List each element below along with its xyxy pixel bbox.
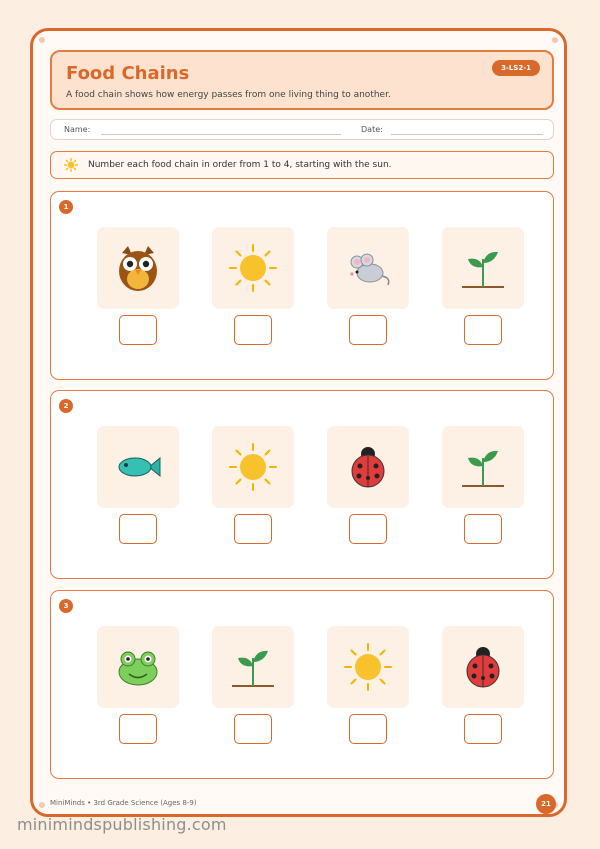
answer-box[interactable] (119, 714, 157, 744)
ladybug-icon (343, 442, 393, 492)
answer-box[interactable] (349, 315, 387, 345)
tile-plant (442, 227, 524, 309)
answer-box[interactable] (234, 714, 272, 744)
instruction-text: Number each food chain in order from 1 to 4, starting with the sun. (88, 160, 392, 170)
page-number-badge: 21 (536, 794, 556, 814)
fish-icon (113, 442, 163, 492)
tile-sun (327, 626, 409, 708)
sun-icon (343, 642, 393, 692)
tile-plant (212, 626, 294, 708)
food-chain-1 (50, 191, 554, 380)
sun-icon (228, 442, 278, 492)
food-chain-2 (50, 390, 554, 579)
answer-box[interactable] (464, 714, 502, 744)
frog-icon (113, 642, 163, 692)
watermark: minimindspublishing.com (17, 815, 227, 834)
ladybug-icon (458, 642, 508, 692)
name-date-row (50, 119, 554, 140)
plant-icon (228, 642, 278, 692)
answer-box[interactable] (234, 315, 272, 345)
name-label: Name: (64, 125, 91, 134)
answer-box[interactable] (349, 514, 387, 544)
footer-text: MiniMinds • 3rd Grade Science (Ages 8-9) (50, 799, 197, 807)
corner-dot (552, 37, 558, 43)
owl-icon (113, 243, 163, 293)
tile-plant (442, 426, 524, 508)
sun-icon (64, 158, 78, 172)
corner-dot (39, 802, 45, 808)
answer-box[interactable] (464, 315, 502, 345)
plant-icon (458, 243, 508, 293)
date-label: Date: (361, 125, 383, 134)
tile-ladybug (442, 626, 524, 708)
page-subtitle: A food chain shows how energy passes from one living thing to another. (66, 90, 391, 100)
answer-box[interactable] (119, 514, 157, 544)
standard-code-badge: 3-LS2-1 (492, 60, 540, 76)
mouse-icon (343, 243, 393, 293)
answer-box[interactable] (119, 315, 157, 345)
page-title: Food Chains (66, 63, 190, 84)
instruction-box (50, 151, 554, 179)
chain-number: 1 (59, 200, 73, 214)
answer-box[interactable] (464, 514, 502, 544)
plant-icon (458, 442, 508, 492)
chain-number: 3 (59, 599, 73, 613)
worksheet-page (30, 28, 567, 817)
tile-sun (212, 426, 294, 508)
food-chain-3 (50, 590, 554, 779)
tile-mouse (327, 227, 409, 309)
tile-sun (212, 227, 294, 309)
answer-box[interactable] (349, 714, 387, 744)
tile-ladybug (327, 426, 409, 508)
worksheet-header (50, 50, 554, 110)
date-field[interactable] (391, 134, 543, 135)
name-field[interactable] (101, 134, 341, 135)
tile-frog (97, 626, 179, 708)
tile-owl (97, 227, 179, 309)
sun-icon (228, 243, 278, 293)
corner-dot (39, 37, 45, 43)
chain-number: 2 (59, 399, 73, 413)
tile-fish (97, 426, 179, 508)
answer-box[interactable] (234, 514, 272, 544)
